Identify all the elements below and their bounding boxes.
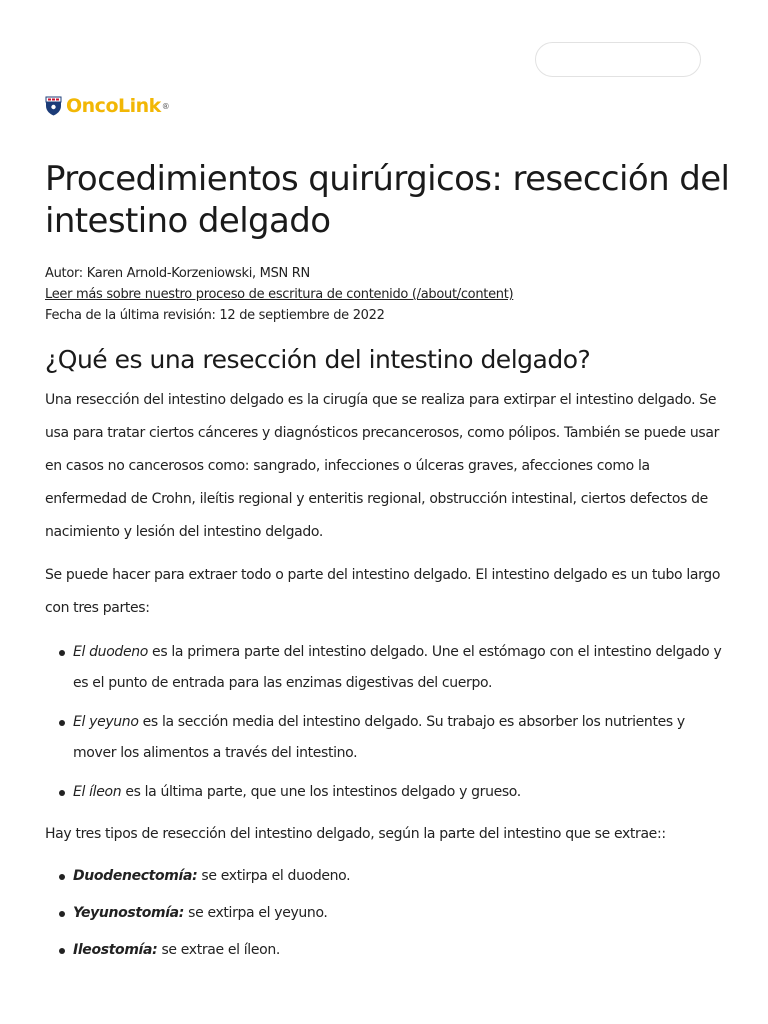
penn-shield-icon — [45, 96, 62, 116]
paragraph-parts-intro: Se puede hacer para extraer todo o parte del intestino delgado. El intestino delgado es un tubo largo con tres partes: — [45, 567, 721, 616]
paragraph-types-intro: Hay tres tipos de resección del intestino delgado, según la parte del intestino que se extrae:: — [45, 826, 666, 842]
parts-list — [45, 637, 725, 808]
list-item — [45, 707, 725, 769]
page-title: Procedimientos quirúrgicos: resección del intestino delgado — [45, 159, 730, 241]
section-heading: ¿Qué es una resección del intestino delgado? — [45, 345, 591, 374]
search-input[interactable] — [535, 42, 701, 77]
author-line: Autor: Karen Arnold-Korzeniowski, MSN RN — [45, 266, 310, 281]
logo-trademark: ® — [161, 101, 170, 111]
list-item-term: Ileostomía: — [73, 942, 158, 958]
list-item-text: se extrae el íleon. — [157, 942, 280, 958]
list-item-text: se extirpa el duodeno. — [197, 868, 351, 884]
logo-wordmark: OncoLink — [66, 95, 161, 117]
list-item-text: es la primera parte del intestino delgado. Une el estómago con el intestino delgado y es el punto de entrada para las enzimas digestivas del cuerpo. — [73, 644, 722, 691]
article-meta — [45, 263, 513, 326]
list-item-text: se extirpa el yeyuno. — [184, 905, 328, 921]
list-item — [45, 777, 725, 808]
list-item-term: El yeyuno — [73, 714, 139, 730]
oncolink-logo[interactable] — [45, 91, 170, 121]
list-item — [45, 861, 725, 892]
list-item — [45, 898, 725, 929]
review-date: Fecha de la última revisión: 12 de septiembre de 2022 — [45, 308, 385, 323]
list-item — [45, 935, 725, 966]
list-item-term: Yeyunostomía: — [73, 905, 185, 921]
paragraph-intro: Una resección del intestino delgado es la cirugía que se realiza para extirpar el intestino delgado. Se usa para tratar ciertos cánceres y diagnósticos precancerosos, como pólipos. También se puede usar en casos no cancerosos como: sangrado, infecciones o úlceras graves, afecciones como la enfermedad de Crohn, ileítis regional y enteritis regional, obstrucción intestinal, ciertos defectos de nacimiento y lesión del intestino delgado. — [45, 392, 719, 540]
article-body — [45, 384, 725, 976]
list-item-term: Duodenectomía: — [73, 868, 198, 884]
list-item — [45, 637, 725, 699]
list-item-text: es la sección media del intestino delgado. Su trabajo es absorber los nutrientes y mover los alimentos a través del intestino. — [73, 714, 685, 761]
list-item-text: es la última parte, que une los intestinos delgado y grueso. — [121, 784, 521, 800]
content-process-link[interactable]: Leer más sobre nuestro proceso de escritura de contenido (/about/content) — [45, 287, 514, 302]
list-item-term: El íleon — [73, 784, 122, 800]
types-list — [45, 861, 725, 966]
list-item-term: El duodeno — [73, 644, 148, 660]
